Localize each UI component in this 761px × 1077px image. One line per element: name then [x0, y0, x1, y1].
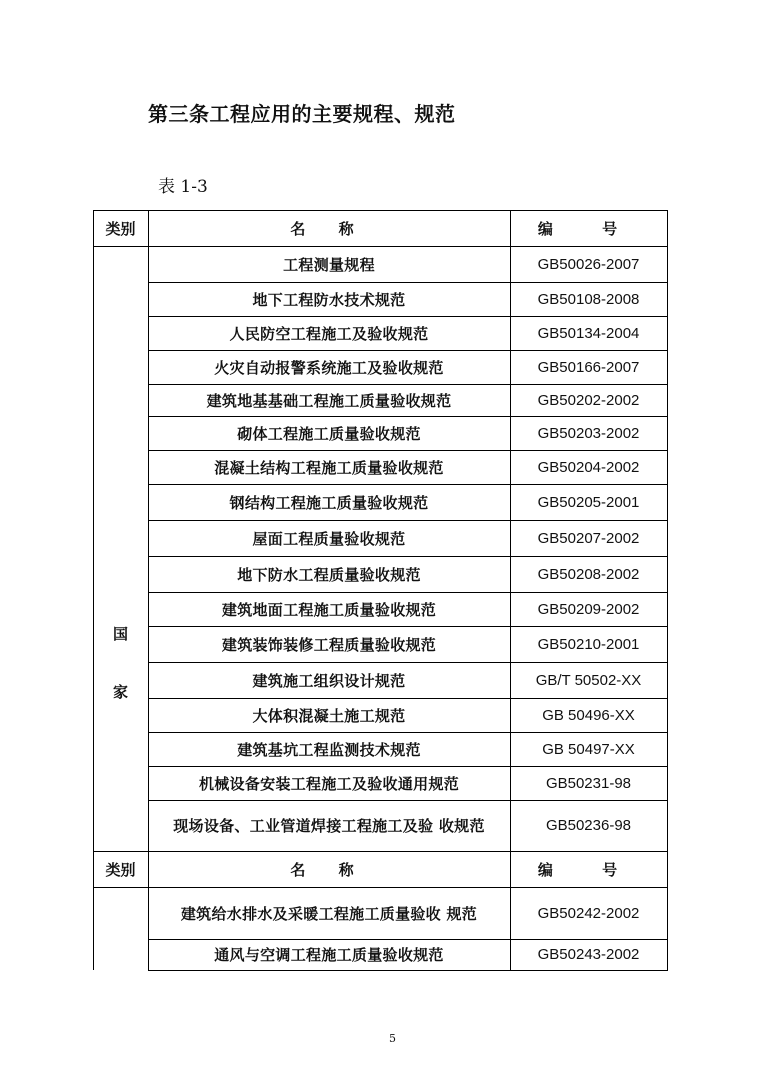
name-column-border [510, 210, 511, 970]
table-label: 表 1-3 [158, 177, 208, 197]
header-name: 名 称 [290, 219, 368, 238]
header2-code: 编 号 [537, 860, 640, 879]
standard-name: 大体积混凝土施工规范 [252, 706, 406, 725]
category-national-char-1: 国 [112, 624, 128, 643]
header2-name: 名 称 [290, 860, 368, 879]
standard-name: 通风与空调工程施工质量验收规范 [214, 946, 444, 964]
standard-name: 钢结构工程施工质量验收规范 [229, 493, 429, 512]
header-category: 类别 [105, 219, 136, 238]
standard-code: GB50236-98 [545, 817, 632, 834]
standard-code: GB50209-2002 [537, 600, 640, 618]
standard-name: 砌体工程施工质量验收规范 [237, 424, 421, 443]
table-left-border [93, 210, 94, 970]
standard-name: 建筑基坑工程监测技术规范 [237, 740, 421, 759]
standard-name: 地下工程防水技术规范 [252, 290, 406, 309]
standard-name: 地下防水工程质量验收规范 [237, 565, 421, 584]
page-number: 5 [389, 1032, 396, 1045]
standard-code: GB50203-2002 [537, 424, 640, 442]
table-right-border [667, 210, 668, 970]
row-divider [148, 970, 668, 971]
standard-code: GB50108-2008 [537, 290, 640, 308]
standard-code: GB/T 50502-XX [535, 671, 642, 689]
standard-name: 火灾自动报警系统施工及验收规范 [214, 358, 444, 377]
header2-category: 类别 [105, 860, 136, 879]
standard-code: GB50204-2002 [537, 458, 640, 476]
standard-code: GB50243-2002 [537, 946, 640, 963]
standard-code: GB 50497-XX [542, 740, 635, 758]
standard-name: 建筑地基基础工程施工质量验收规范 [206, 391, 452, 410]
standard-name: 现场设备、工业管道焊接工程施工及验 收规范 [173, 817, 485, 835]
standard-name: 建筑施工组织设计规范 [252, 671, 406, 690]
section-heading: 第三条工程应用的主要规程、规范 [148, 102, 456, 126]
header-code: 编 号 [537, 219, 640, 238]
standard-code: GB50242-2002 [537, 904, 640, 922]
standard-code: GB50202-2002 [537, 391, 640, 409]
standard-name: 建筑地面工程施工质量验收规范 [221, 600, 437, 619]
standard-name: 建筑装饰装修工程质量验收规范 [221, 635, 437, 654]
standard-code: GB50205-2001 [537, 493, 640, 511]
standard-name: 屋面工程质量验收规范 [252, 529, 406, 548]
standard-name: 工程测量规程 [283, 255, 375, 274]
category-national-char-2: 家 [112, 682, 128, 701]
standard-name: 机械设备安装工程施工及验收通用规范 [198, 774, 460, 793]
standard-code: GB50231-98 [545, 774, 632, 792]
category-column-border [148, 210, 149, 970]
standard-code: GB50134-2004 [537, 324, 640, 342]
standard-name: 建筑给水排水及采暖工程施工质量验收 规范 [180, 904, 478, 923]
standard-code: GB 50496-XX [542, 706, 635, 724]
standard-code: GB50207-2002 [537, 529, 640, 547]
standard-code: GB50210-2001 [537, 635, 640, 653]
standard-code: GB50026-2007 [537, 255, 640, 273]
standard-code: GB50208-2002 [537, 565, 640, 583]
standard-name: 人民防空工程施工及验收规范 [229, 324, 429, 343]
standard-name: 混凝土结构工程施工质量验收规范 [214, 458, 444, 477]
standard-code: GB50166-2007 [537, 358, 640, 376]
